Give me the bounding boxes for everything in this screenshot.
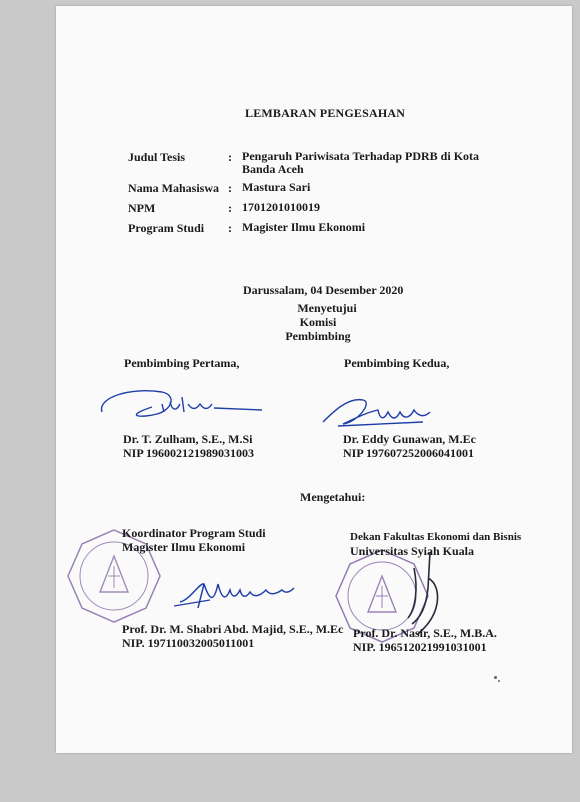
- dean-nip: NIP. 196512021991031001: [353, 640, 487, 654]
- field-label: Program Studi: [128, 221, 205, 235]
- supervisor1-name-block: [123, 432, 254, 460]
- field-value: Mastura Sari: [242, 180, 311, 194]
- field-value: Magister Ilmu Ekonomi: [242, 220, 366, 234]
- supervisor1-name: Dr. T. Zulham, S.E., M.Si: [123, 432, 253, 446]
- speck: [494, 676, 497, 679]
- place-date: Darussalam, 04 Desember 2020: [243, 283, 404, 297]
- field-row-title: [128, 150, 508, 176]
- approval-line: Menyetujui: [297, 301, 357, 315]
- dean-signature: [400, 548, 450, 638]
- field-value: 1701201010019: [242, 200, 320, 214]
- coordinator-title-line1: Koordinator Program Studi: [122, 526, 266, 540]
- dean-title-line2: Universitas Syiah Kuala: [350, 544, 475, 558]
- document-title: LEMBARAN PENGESAHAN: [245, 106, 406, 120]
- field-separator: :: [228, 221, 232, 235]
- coordinator-title-line2: Magister Ilmu Ekonomi: [122, 540, 246, 554]
- supervisor2-nip: NIP 197607252006041001: [343, 446, 475, 460]
- field-label: NPM: [128, 201, 156, 215]
- field-row-student: [128, 181, 508, 196]
- thesis-info: [128, 150, 508, 241]
- dean-title-line1: Dekan Fakultas Ekonomi dan Bisnis: [350, 531, 522, 543]
- coordinator-name: Prof. Dr. M. Shabri Abd. Majid, S.E., M.Ec: [122, 622, 344, 636]
- acknowledged-label: Mengetahui:: [300, 490, 366, 504]
- supervisor2-role: Pembimbing Kedua,: [344, 356, 450, 370]
- dean-name-block: [353, 626, 497, 654]
- supervisor1-role: Pembimbing Pertama,: [124, 356, 240, 370]
- field-value: Pengaruh Pariwisata Terhadap PDRB di Kota Banda Aceh: [242, 149, 480, 176]
- field-row-npm: [128, 201, 508, 216]
- field-separator: :: [228, 201, 232, 215]
- speck: [498, 680, 500, 682]
- field-separator: :: [228, 181, 232, 195]
- supervisor2-name: Dr. Eddy Gunawan, M.Ec: [343, 432, 476, 446]
- supervisor2-signature: [318, 392, 438, 432]
- supervisor1-signature: [92, 382, 272, 427]
- supervisor1-nip: NIP 196002121989031003: [123, 446, 255, 460]
- field-label: Nama Mahasiswa: [128, 181, 220, 195]
- approval-heading: [268, 301, 368, 343]
- supervisor2-name-block: [343, 432, 476, 460]
- dean-name: Prof. Dr. Nasir, S.E., M.B.A.: [353, 626, 497, 640]
- field-row-program: [128, 221, 508, 236]
- coordinator-name-block: [122, 622, 343, 650]
- field-separator: :: [228, 150, 232, 164]
- approval-committee: Komisi Pembimbing: [285, 315, 351, 343]
- coordinator-title: [122, 526, 266, 554]
- coordinator-nip: NIP. 197110032005011001: [122, 636, 255, 650]
- coordinator-signature: [170, 572, 300, 612]
- field-label: Judul Tesis: [128, 150, 186, 164]
